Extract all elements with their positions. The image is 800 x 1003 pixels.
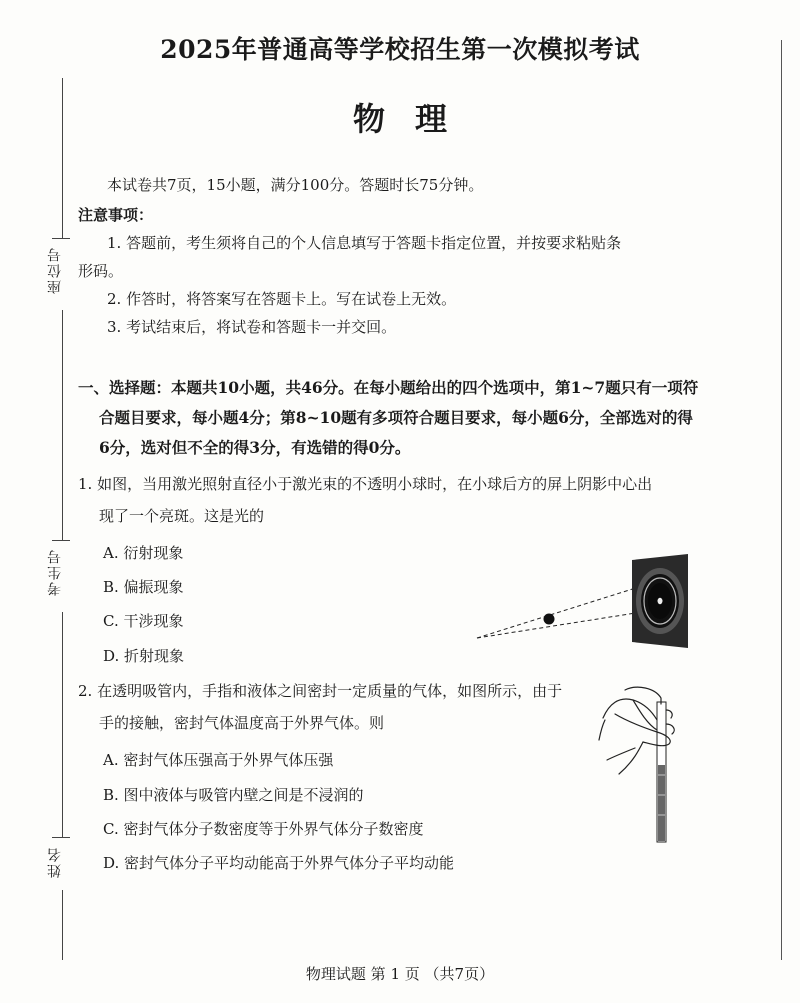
notice-item-3: 3. 考试结束后，将试卷和答题卡一并交回。 — [107, 318, 397, 336]
margin-tick — [52, 540, 70, 541]
margin-tick — [52, 238, 70, 239]
section-heading-cont: 合题目要求，每小题4分；第8~10题有多项符合题目要求，每小题6分，全部选对的得 — [99, 408, 693, 427]
page-footer: 物理试题 第 1 页 （共7页） — [305, 965, 495, 983]
question-1-stem-cont: 现了一个亮斑。这是光的 — [99, 507, 265, 525]
question-2-stem: 2. 在透明吸管内，手指和液体之间密封一定质量的气体，如图所示，由于 — [78, 682, 563, 700]
margin-line — [62, 612, 63, 837]
q2-option-d: D. 密封气体分子平均动能高于外界气体分子平均动能 — [103, 854, 455, 872]
section-heading: 一、选择题：本题共10小题，共46分。在每小题给出的四个选项中，第1~7题只有一项符 — [78, 378, 699, 397]
margin-tick — [52, 837, 70, 838]
q1-option-b: B. 偏振现象 — [103, 578, 184, 596]
liquid-column — [658, 765, 665, 841]
poisson-spot-figure — [470, 548, 695, 653]
q2-option-a: A. 密封气体压强高于外界气体压强 — [103, 751, 334, 769]
q2-option-b: B. 图中液体与吸管内壁之间是不浸润的 — [103, 786, 364, 804]
opaque-ball — [544, 614, 555, 625]
exam-number-label: 考生号 — [47, 548, 63, 596]
question-2-stem-cont: 手的接触，密封气体温度高于外界气体。则 — [99, 714, 385, 732]
q1-option-c: C. 干涉现象 — [103, 612, 184, 630]
bright-spot — [658, 598, 663, 604]
notice-item-1: 1. 答题前，考生须将自己的个人信息填写于答题卡指定位置，并按要求粘贴条 — [107, 234, 622, 252]
subject-title: 物理 — [352, 100, 477, 138]
section-heading-cont: 6分，选对但不全的得3分，有选错的得0分。 — [99, 438, 411, 457]
exam-intro: 本试卷共7页，15小题，满分100分。答题时长75分钟。 — [107, 176, 484, 194]
page-border — [781, 40, 782, 960]
notice-item-2: 2. 作答时，将答案写在答题卡上。写在试卷上无效。 — [107, 290, 457, 308]
margin-line — [62, 890, 63, 960]
q1-option-a: A. 衍射现象 — [103, 544, 184, 562]
straw-hand-figure — [595, 680, 695, 850]
exam-title: 2025年普通高等学校招生第一次模拟考试 — [160, 35, 640, 64]
q2-option-c: C. 密封气体分子数密度等于外界气体分子数密度 — [103, 820, 424, 838]
q1-option-d: D. 折射现象 — [103, 647, 185, 665]
question-1-stem: 1. 如图，当用激光照射直径小于激光束的不透明小球时，在小球后方的屏上阴影中心出 — [78, 475, 653, 493]
name-label: 姓名 — [47, 846, 63, 878]
margin-line — [62, 310, 63, 540]
notice-item-1-cont: 形码。 — [78, 262, 124, 280]
notice-heading: 注意事项： — [78, 206, 154, 224]
margin-line — [62, 78, 63, 238]
seat-number-label: 座位号 — [47, 246, 63, 294]
